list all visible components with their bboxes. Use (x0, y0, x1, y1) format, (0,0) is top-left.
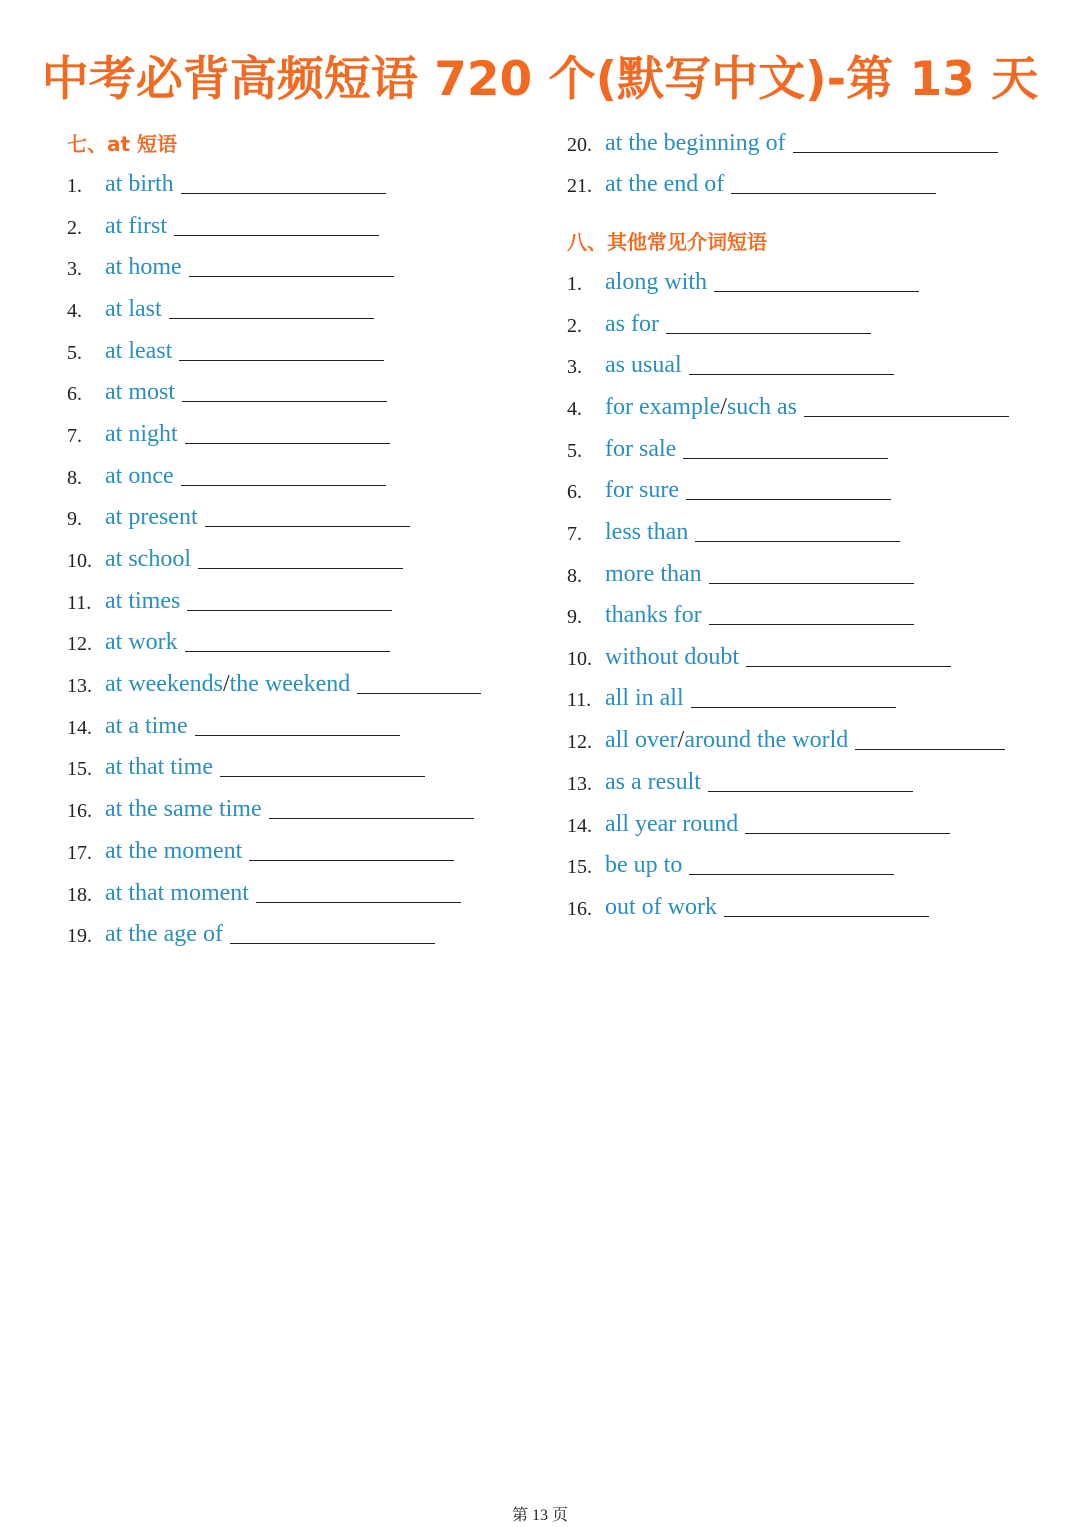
list-item (567, 724, 1005, 754)
answer-blank[interactable] (793, 151, 998, 153)
list-item (567, 682, 896, 712)
item-phrase: at a time (105, 713, 188, 739)
answer-blank[interactable] (182, 400, 387, 402)
section-heading-at: 七、at 短语 (67, 132, 178, 156)
item-number: 3. (67, 258, 82, 280)
item-phrase: at least (105, 338, 173, 364)
answer-blank[interactable] (686, 498, 891, 500)
item-number: 10. (567, 648, 592, 670)
list-item (567, 641, 951, 671)
answer-blank[interactable] (181, 192, 386, 194)
item-number: 10. (67, 550, 92, 572)
list-item (567, 168, 936, 198)
item-phrase: at the same time (105, 796, 262, 822)
list-item (67, 418, 390, 448)
list-item (67, 585, 392, 615)
item-number: 2. (567, 315, 582, 337)
list-item (67, 793, 474, 823)
item-number: 4. (67, 300, 82, 322)
item-phrase: at home (105, 254, 182, 280)
answer-blank[interactable] (804, 415, 1009, 417)
answer-blank[interactable] (724, 915, 929, 917)
item-phrase: at the beginning of (605, 130, 786, 156)
list-item (67, 877, 461, 907)
item-number: 17. (67, 842, 92, 864)
list-item (567, 766, 913, 796)
list-item (67, 210, 379, 240)
list-item (567, 516, 900, 546)
answer-blank[interactable] (169, 317, 374, 319)
item-number: 1. (567, 273, 582, 295)
answer-blank[interactable] (249, 859, 454, 861)
answer-blank[interactable] (174, 234, 379, 236)
list-item (567, 474, 891, 504)
list-item (67, 710, 400, 740)
slash-separator: / (677, 727, 685, 753)
answer-blank[interactable] (709, 623, 914, 625)
page-number: 第 13 页 (511, 1507, 568, 1524)
list-item (67, 376, 387, 406)
item-phrase: at last (105, 296, 162, 322)
answer-blank[interactable] (181, 484, 386, 486)
item-phrase: more than (605, 561, 702, 587)
list-item (67, 751, 425, 781)
item-phrase: at that time (105, 754, 213, 780)
item-number: 6. (67, 383, 82, 405)
item-phrase: at the age of (105, 921, 223, 947)
answer-blank[interactable] (855, 748, 1005, 750)
item-number: 16. (567, 898, 592, 920)
list-item (67, 668, 481, 698)
list-item (567, 599, 914, 629)
item-number: 20. (567, 134, 592, 156)
item-phrase: for sure (605, 477, 679, 503)
item-phrase-alt: such as (726, 394, 797, 420)
item-phrase: less than (605, 519, 689, 545)
list-item (67, 251, 394, 281)
item-number: 16. (67, 800, 92, 822)
answer-blank[interactable] (220, 775, 425, 777)
item-number: 5. (67, 342, 82, 364)
answer-blank[interactable] (709, 582, 914, 584)
item-phrase: at birth (105, 171, 174, 197)
item-number: 1. (67, 175, 82, 197)
list-item (67, 335, 384, 365)
item-number: 2. (67, 217, 82, 239)
list-item (67, 626, 390, 656)
answer-blank[interactable] (198, 567, 403, 569)
item-phrase: at first (105, 213, 167, 239)
answer-blank[interactable] (256, 901, 461, 903)
page-title: 中考必背高频短语 720 个(默写中文)-第 13 天 (41, 52, 1039, 107)
item-number: 12. (567, 731, 592, 753)
answer-blank[interactable] (205, 525, 410, 527)
item-number: 14. (567, 815, 592, 837)
item-number: 7. (567, 523, 582, 545)
item-phrase: at that moment (105, 880, 249, 906)
item-phrase: at the moment (105, 838, 243, 864)
item-phrase: all in all (605, 685, 684, 711)
item-phrase: at work (105, 629, 178, 655)
answer-blank[interactable] (683, 457, 888, 459)
item-number: 21. (567, 175, 592, 197)
item-phrase-alt: the weekend (229, 671, 351, 697)
answer-blank[interactable] (745, 832, 950, 834)
list-item (567, 558, 914, 588)
answer-blank[interactable] (695, 540, 900, 542)
section-heading-other-prepositions: 八、其他常见介词短语 (567, 230, 767, 254)
item-number: 4. (567, 398, 582, 420)
item-phrase: along with (605, 269, 707, 295)
answer-blank[interactable] (666, 332, 871, 334)
list-item (567, 849, 894, 879)
answer-blank[interactable] (357, 692, 481, 694)
item-phrase: for sale (605, 436, 677, 462)
list-item (67, 501, 410, 531)
list-item (567, 266, 919, 296)
item-number: 3. (567, 356, 582, 378)
item-phrase: at school (105, 546, 191, 572)
answer-blank[interactable] (746, 665, 951, 667)
item-phrase: at night (105, 421, 178, 447)
answer-blank[interactable] (269, 817, 474, 819)
item-phrase: at present (105, 504, 198, 530)
list-item (567, 349, 894, 379)
item-number: 19. (67, 925, 92, 947)
item-phrase-alt: around the world (684, 727, 849, 753)
item-phrase: thanks for (605, 602, 702, 628)
item-phrase: at the end of (605, 171, 725, 197)
item-phrase: be up to (605, 852, 683, 878)
item-number: 9. (67, 508, 82, 530)
item-number: 15. (567, 856, 592, 878)
item-phrase: at times (105, 588, 181, 614)
list-item (67, 835, 454, 865)
item-phrase: all over (605, 727, 678, 753)
answer-blank[interactable] (187, 609, 392, 611)
item-number: 15. (67, 758, 92, 780)
answer-blank[interactable] (189, 275, 394, 277)
list-item (567, 891, 929, 921)
answer-blank[interactable] (689, 873, 894, 875)
list-item (567, 391, 1009, 421)
answer-blank[interactable] (195, 734, 400, 736)
item-phrase: as for (605, 311, 659, 337)
item-phrase: at once (105, 463, 174, 489)
item-number: 14. (67, 717, 92, 739)
item-number: 11. (67, 592, 92, 614)
answer-blank[interactable] (714, 290, 919, 292)
item-phrase: as a result (605, 769, 701, 795)
item-number: 8. (567, 565, 582, 587)
list-item (567, 433, 888, 463)
list-item (67, 293, 374, 323)
item-number: 11. (567, 689, 592, 711)
answer-blank[interactable] (708, 790, 913, 792)
item-number: 5. (567, 440, 582, 462)
list-item (67, 460, 386, 490)
item-number: 13. (67, 675, 92, 697)
list-item (67, 918, 435, 948)
answer-blank[interactable] (689, 373, 894, 375)
answer-blank[interactable] (185, 650, 390, 652)
item-number: 9. (567, 606, 582, 628)
list-item (67, 543, 403, 573)
item-phrase: all year round (605, 811, 739, 837)
item-phrase: for example (605, 394, 721, 420)
answer-blank[interactable] (691, 706, 896, 708)
item-number: 6. (567, 481, 582, 503)
item-phrase: at most (105, 379, 175, 405)
item-number: 7. (67, 425, 82, 447)
answer-blank[interactable] (185, 442, 390, 444)
list-item (567, 127, 998, 157)
item-number: 12. (67, 633, 92, 655)
item-phrase: out of work (605, 894, 717, 920)
slash-separator: / (720, 394, 727, 420)
slash-separator: / (222, 671, 230, 697)
item-number: 18. (67, 884, 92, 906)
answer-blank[interactable] (179, 359, 384, 361)
list-item (67, 168, 386, 198)
answer-blank[interactable] (230, 942, 435, 944)
item-phrase: at weekends (105, 671, 223, 697)
answer-blank[interactable] (731, 192, 936, 194)
item-phrase: without doubt (605, 644, 740, 670)
item-number: 13. (567, 773, 592, 795)
list-item (567, 308, 871, 338)
item-phrase: as usual (605, 352, 682, 378)
list-item (567, 808, 950, 838)
item-number: 8. (67, 467, 82, 489)
